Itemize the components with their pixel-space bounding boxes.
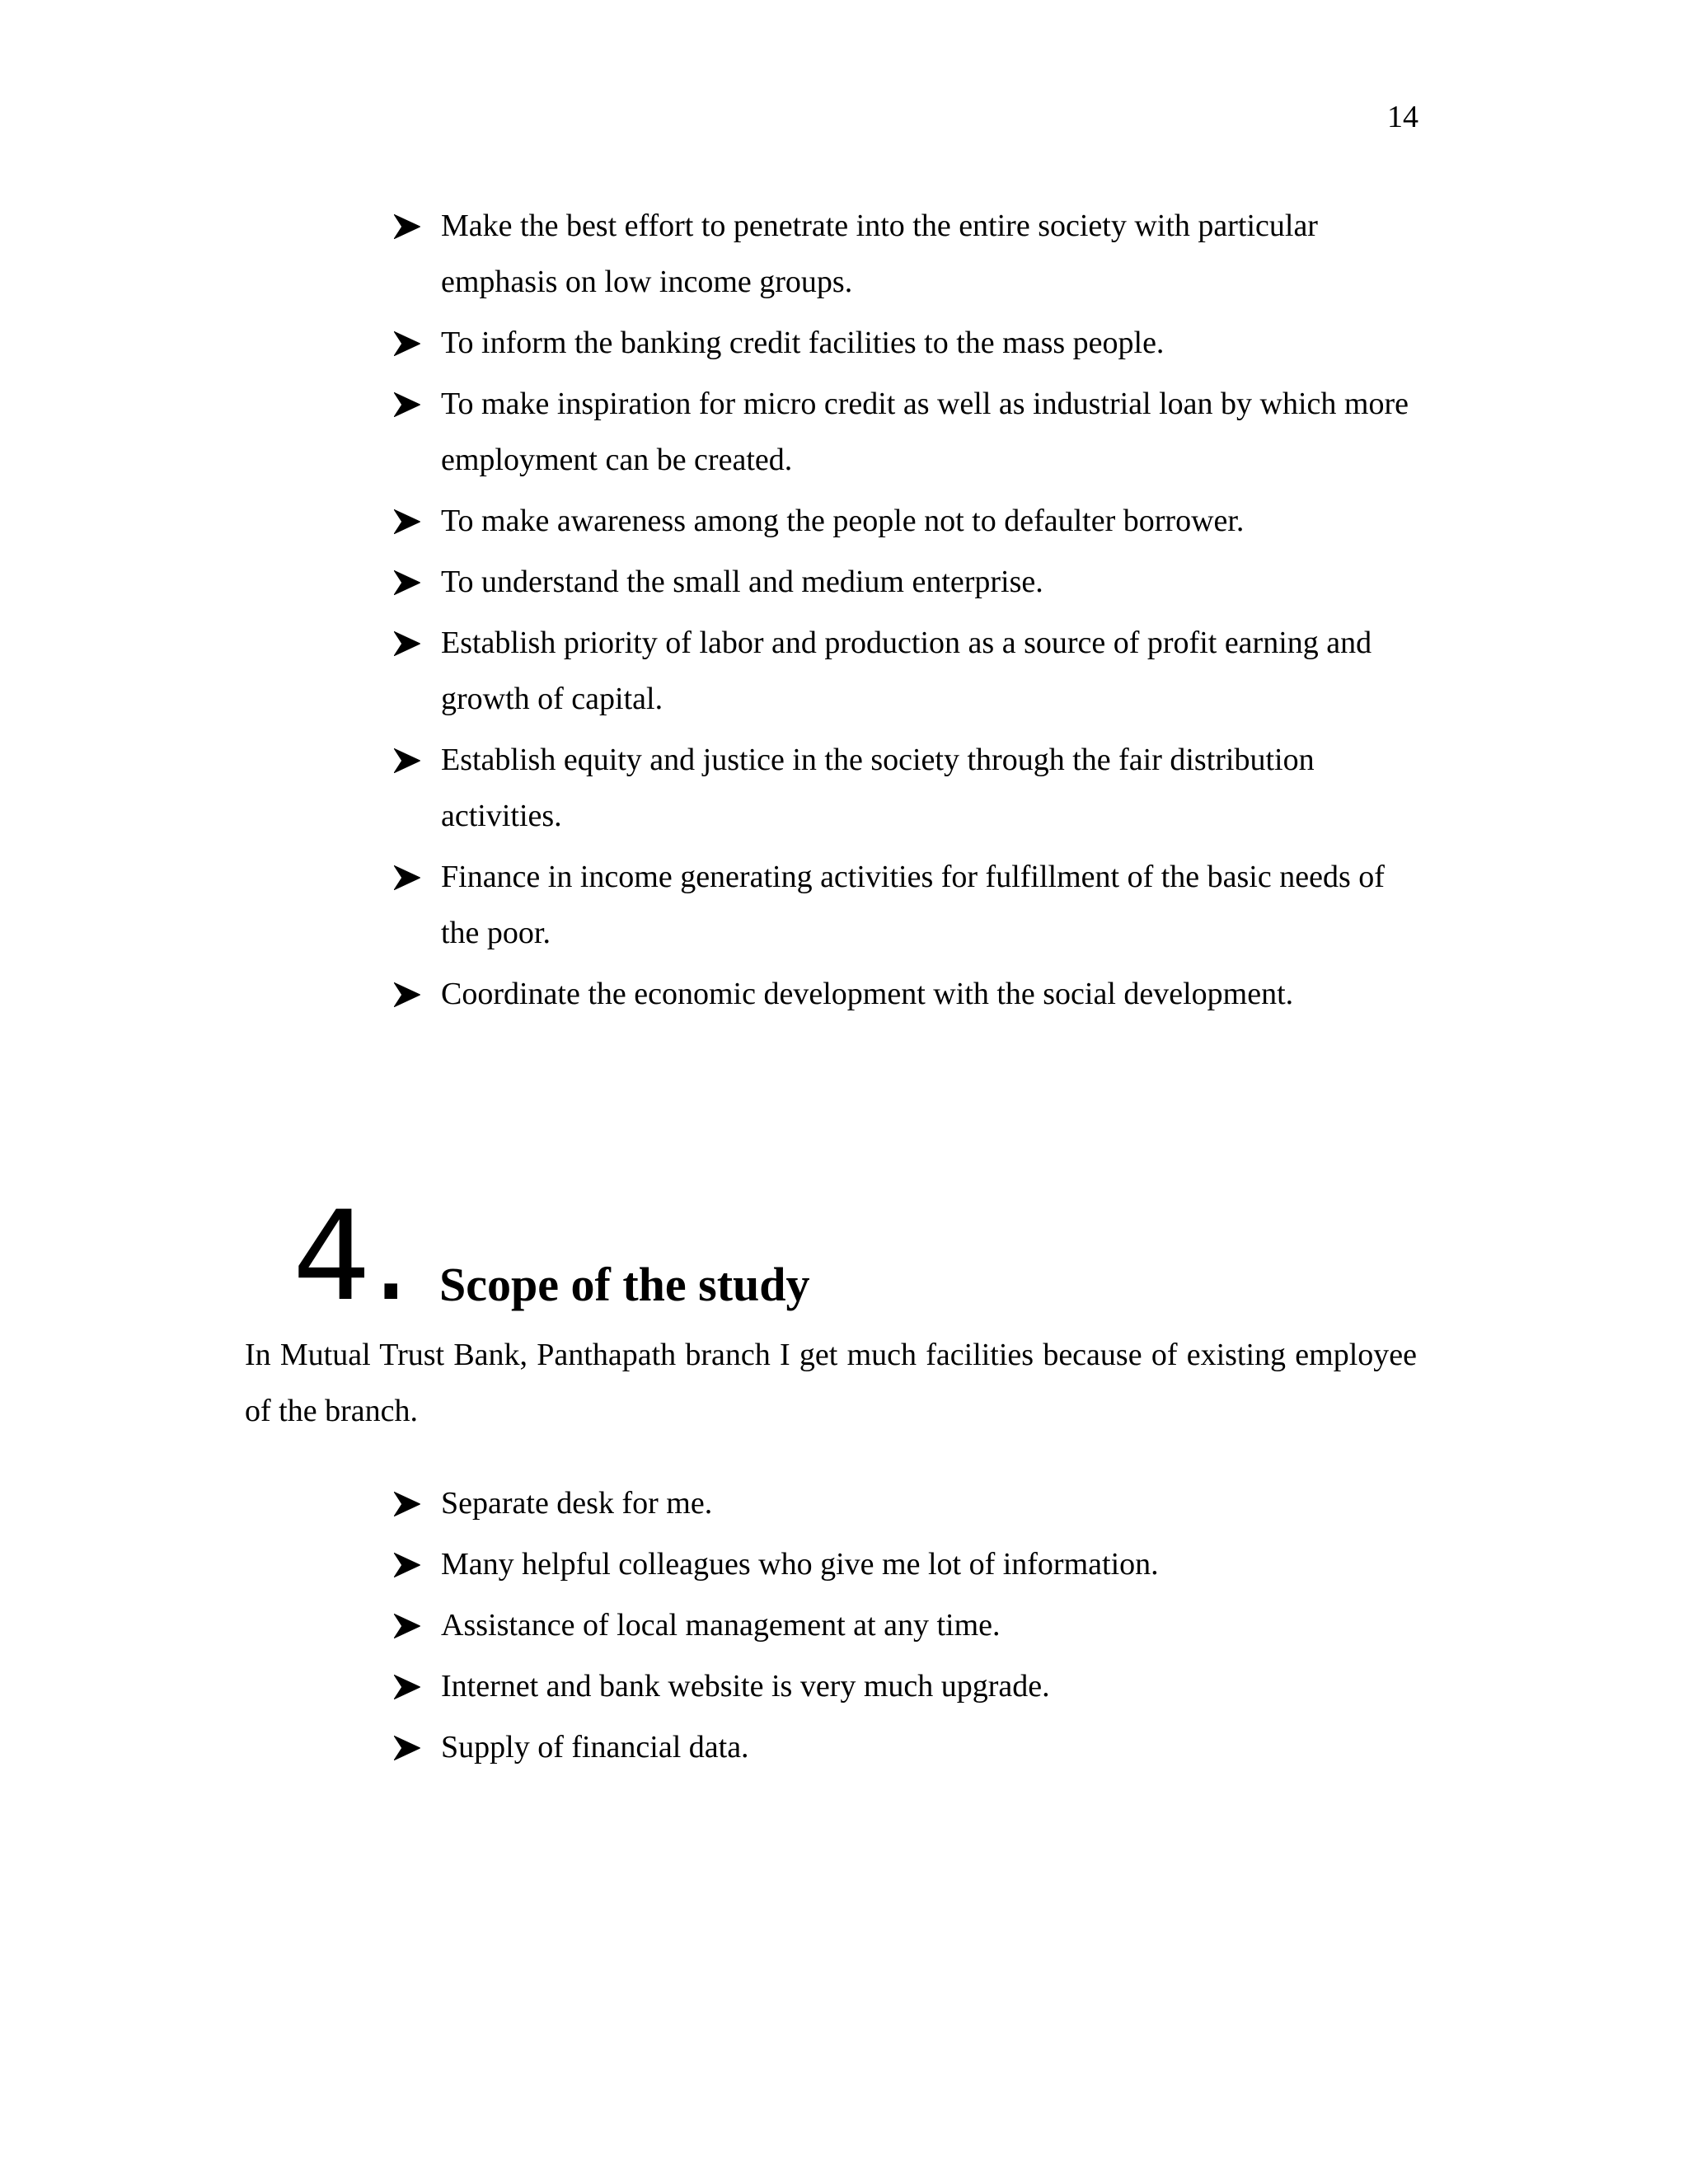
list-item-text: To make inspiration for micro credit as well as industrial loan by which more employment can be created.: [441, 387, 1409, 477]
list-item: [394, 1597, 1424, 1653]
arrowhead-bullet-icon: [394, 1553, 420, 1577]
list-item-text: Many helpful colleagues who give me lot of information.: [441, 1547, 1159, 1582]
page-number: 14: [1387, 100, 1418, 134]
objectives-list: [394, 198, 1424, 1027]
list-item: [394, 376, 1424, 488]
section-heading: [293, 1185, 1447, 1329]
section-number: 4.: [293, 1185, 411, 1329]
list-item-text: Establish equity and justice in the society through the fair distribution activities.: [441, 743, 1315, 833]
list-item-text: Separate desk for me.: [441, 1486, 713, 1521]
list-item-text: Assistance of local management at any time.: [441, 1608, 1001, 1643]
list-item-text: Finance in income generating activities for fulfillment of the basic needs of the poor.: [441, 860, 1385, 950]
arrowhead-bullet-icon: [394, 1492, 420, 1516]
list-item: [394, 1536, 1424, 1592]
list-item: [394, 966, 1424, 1022]
arrowhead-bullet-icon: [394, 982, 420, 1007]
arrowhead-bullet-icon: [394, 214, 420, 239]
list-item: [394, 732, 1424, 844]
list-item: [394, 315, 1424, 371]
scope-list: [394, 1475, 1424, 1780]
list-item-text: To make awareness among the people not to defaulter borrower.: [441, 504, 1245, 538]
list-item: [394, 615, 1424, 727]
list-item: [394, 1658, 1424, 1714]
intro-paragraph: In Mutual Trust Bank, Panthapath branch I get much facilities because of existing employee of the branch.: [245, 1338, 1417, 1428]
arrowhead-bullet-icon: [394, 570, 420, 595]
list-item: [394, 198, 1424, 310]
list-item: [394, 849, 1424, 961]
list-item-text: To inform the banking credit facilities to the mass people.: [441, 326, 1165, 360]
arrowhead-bullet-icon: [394, 1675, 420, 1699]
list-item-text: Internet and bank website is very much upgrade.: [441, 1669, 1050, 1704]
arrowhead-bullet-icon: [394, 392, 420, 417]
list-item-text: Make the best effort to penetrate into the entire society with particular emphasis on low income groups.: [441, 209, 1318, 299]
arrowhead-bullet-icon: [394, 748, 420, 773]
arrowhead-bullet-icon: [394, 865, 420, 890]
arrowhead-bullet-icon: [394, 631, 420, 656]
list-item: [394, 554, 1424, 610]
arrowhead-bullet-icon: [394, 1736, 420, 1760]
list-item-text: To understand the small and medium enterprise.: [441, 565, 1043, 599]
arrowhead-bullet-icon: [394, 1614, 420, 1638]
list-item-text: Establish priority of labor and production as a source of profit earning and growth of capital.: [441, 626, 1372, 716]
list-item-text: Coordinate the economic development with the social development.: [441, 977, 1294, 1011]
list-item: [394, 1719, 1424, 1775]
list-item: [394, 1475, 1424, 1531]
list-item: [394, 493, 1424, 549]
arrowhead-bullet-icon: [394, 509, 420, 534]
section-title: Scope of the study: [439, 1258, 810, 1311]
list-item-text: Supply of financial data.: [441, 1730, 749, 1765]
arrowhead-bullet-icon: [394, 331, 420, 356]
